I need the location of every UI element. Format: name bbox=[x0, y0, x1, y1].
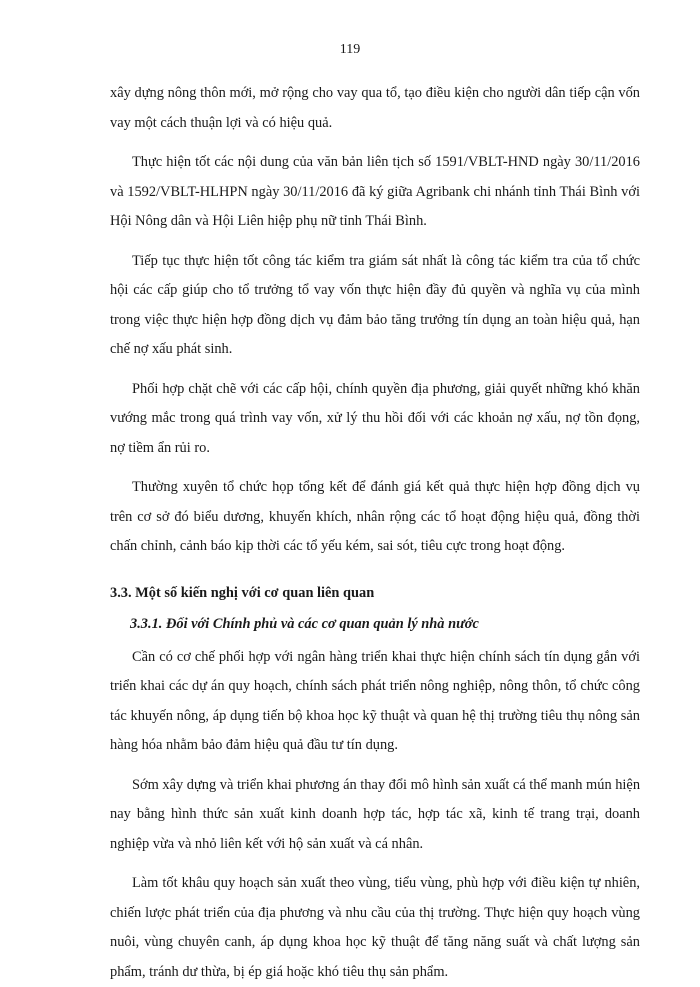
paragraph: Thường xuyên tổ chức họp tổng kết để đánh giá kết quả thực hiện hợp đồng dịch vụ trên cơ sở đó biểu dương, khuyến khích, nhân rộng các tổ hoạt động hiệu quả, đồng thời chấn chỉnh, cảnh báo kịp thời các tổ yếu kém, sai sót, tiêu cực trong hoạt động. bbox=[110, 479, 640, 554]
paragraph: Cần có cơ chế phối hợp với ngân hàng triển khai thực hiện chính sách tín dụng gắn với triển khai các dự án quy hoạch, chính sách phát triển nông nghiệp, nông thôn, tổ chức công tác khuyến nông, áp dụng tiến bộ khoa học kỹ thuật và quan hệ thị trường tiêu thụ nông sản hàng hóa nhằm bảo đảm hiệu quả đầu tư tín dụng. bbox=[110, 648, 640, 753]
paragraph: Làm tốt khâu quy hoạch sản xuất theo vùng, tiểu vùng, phù hợp với điều kiện tự nhiên, chiến lược phát triển của địa phương và nhu cầu của thị trường. Thực hiện quy hoạch vùng nuôi, vùng chuyên canh, áp dụng khoa học kỹ thuật để tăng năng suất và chất lượng sản phẩm, tránh dư thừa, bị ép giá hoặc khó tiêu thụ sản phẩm. bbox=[110, 875, 640, 980]
page-content bbox=[110, 79, 640, 987]
paragraph: xây dựng nông thôn mới, mở rộng cho vay qua tổ, tạo điều kiện cho người dân tiếp cận vốn vay một cách thuận lợi và có hiệu quả. bbox=[110, 85, 640, 131]
paragraph: Sớm xây dựng và triển khai phương án thay đổi mô hình sản xuất cá thể manh mún hiện nay bằng hình thức sản xuất kinh doanh hợp tác, hợp tác xã, kinh tế trang trại, doanh nghiệp vừa và nhỏ liên kết với hộ sản xuất và cá nhân. bbox=[110, 776, 641, 852]
paragraph: Tiếp tục thực hiện tốt công tác kiểm tra giám sát nhất là công tác kiểm tra của tổ chức hội các cấp giúp cho tổ trưởng tổ vay vốn thực hiện đầy đủ quyền và nghĩa vụ của mình trong việc thực hiện hợp đồng dịch vụ đảm bảo tăng trưởng tín dụng an toàn hiệu quả, hạn chế nợ xấu phát sinh. bbox=[110, 252, 640, 357]
paragraph: Thực hiện tốt các nội dung của văn bản liên tịch số 1591/VBLT-HND ngày 30/11/2016 và 1592/VBLT-HLHPN ngày 30/11/2016 đã ký giữa Agribank chi nhánh tỉnh Thái Bình với Hội Nông dân và Hội Liên hiệp phụ nữ tỉnh Thái Bình. bbox=[110, 154, 640, 229]
page-number: 119 bbox=[339, 42, 361, 57]
sub-section-heading: 3.3.1. Đối với Chính phủ và các cơ quan quản lý nhà nước bbox=[130, 615, 479, 632]
section-heading: 3.3. Một số kiến nghị với cơ quan liên quan bbox=[110, 584, 375, 601]
paragraph: Phối hợp chặt chẽ với các cấp hội, chính quyền địa phương, giải quyết những khó khăn vướng mắc trong quá trình vay vốn, xử lý thu hồi đối với các khoản nợ xấu, nợ tồn đọng, nợ tiềm ẩn rủi ro. bbox=[110, 380, 640, 456]
